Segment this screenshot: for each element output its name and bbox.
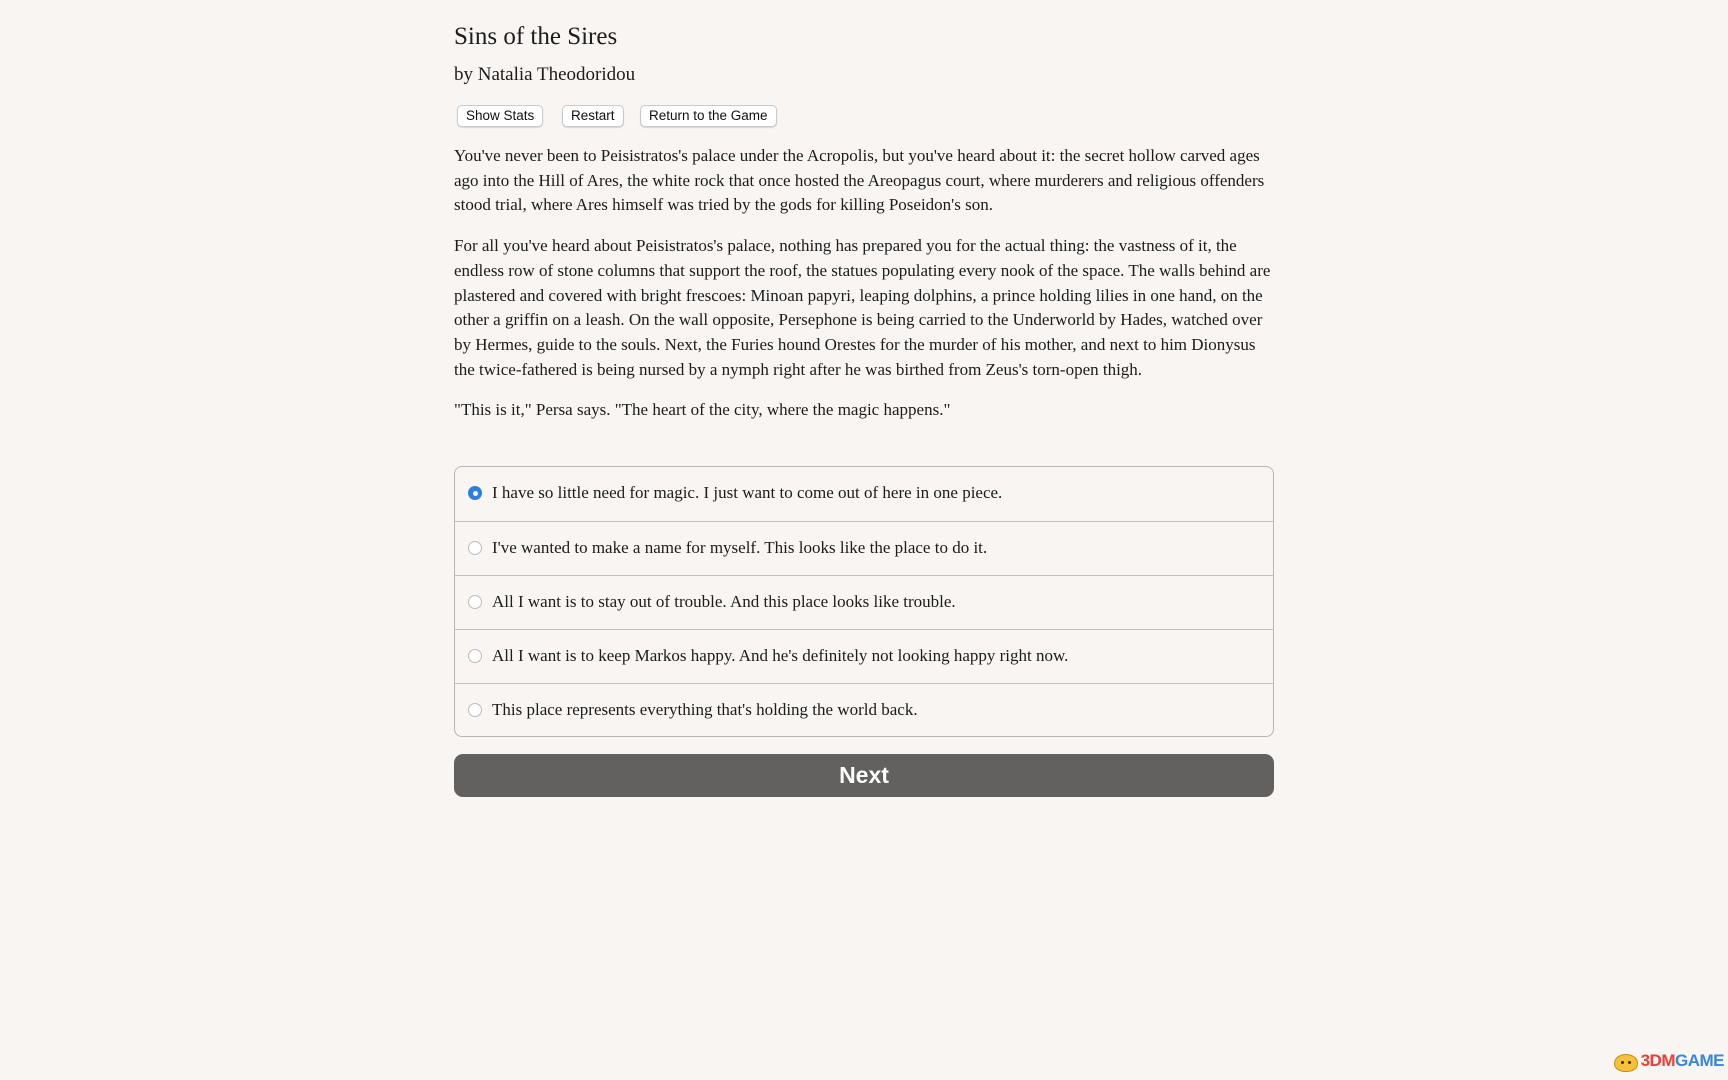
choice-label[interactable]: All I want is to keep Markos happy. And he's definitely not looking happy right now.	[492, 646, 1069, 665]
choice-label[interactable]: This place represents everything that's holding the world back.	[492, 700, 918, 719]
story-text	[454, 144, 1274, 439]
choice-list	[454, 466, 1274, 737]
story-paragraph: For all you've heard about Peisistratos's palace, nothing has prepared you for the actual thing: the vastness of it, the endless row of stone columns that support the roof, the statues populating every nook of the space. The walls behind are plastered and covered with bright frescoes: Minoan papyri, leaping dolphins, a prince holding lilies in one hand, on the other a griffin on a leash. On the wall opposite, Persephone is being carried to the Underworld by Hades, watched over by Hermes, guide to the souls. Next, the Furies hound Orestes for the murder of his mother, and next to him Dionysus the twice-fathered is being nursed by a nymph right after he was birthed from Zeus's torn-open thigh.	[454, 236, 1271, 379]
radio-button[interactable]	[468, 486, 482, 500]
watermark-text	[1641, 1051, 1724, 1071]
story-paragraph: You've never been to Peisistratos's palace under the Acropolis, but you've heard about it: the secret hollow carved ages ago into the Hill of Ares, the white rock that once hosted the Areopagus court, where murderers and religious offenders stood trial, where Ares himself was tried by the gods for killing Poseidon's son.	[454, 146, 1265, 215]
radio-button[interactable]	[468, 703, 482, 717]
choice-option[interactable]	[455, 683, 1273, 737]
choice-option[interactable]	[455, 629, 1273, 683]
radio-button[interactable]	[468, 649, 482, 663]
choice-option[interactable]	[455, 575, 1273, 629]
show-stats-button[interactable]: Show Stats	[457, 105, 543, 127]
watermark-game: GAME	[1675, 1051, 1724, 1070]
next-button[interactable]: Next	[454, 754, 1274, 797]
choice-label[interactable]: I have so little need for magic. I just want to come out of here in one piece.	[492, 483, 1003, 502]
choice-option[interactable]	[455, 521, 1273, 575]
watermark-3dm: 3DM	[1640, 1051, 1675, 1070]
choice-label[interactable]: I've wanted to make a name for myself. This looks like the place to do it.	[492, 538, 988, 557]
radio-button[interactable]	[468, 541, 482, 555]
choice-option[interactable]	[455, 467, 1273, 521]
return-to-game-button[interactable]: Return to the Game	[640, 105, 777, 127]
mascot-icon	[1612, 1050, 1640, 1072]
choice-label[interactable]: All I want is to stay out of trouble. And this place looks like trouble.	[492, 592, 956, 611]
game-author: by Natalia Theodoridou	[454, 64, 636, 85]
watermark-logo	[1612, 1046, 1724, 1076]
restart-button[interactable]: Restart	[562, 105, 624, 127]
story-paragraph: "This is it," Persa says. "The heart of the city, where the magic happens."	[454, 400, 951, 420]
radio-button[interactable]	[468, 595, 482, 609]
game-title: Sins of the Sires	[454, 23, 618, 50]
